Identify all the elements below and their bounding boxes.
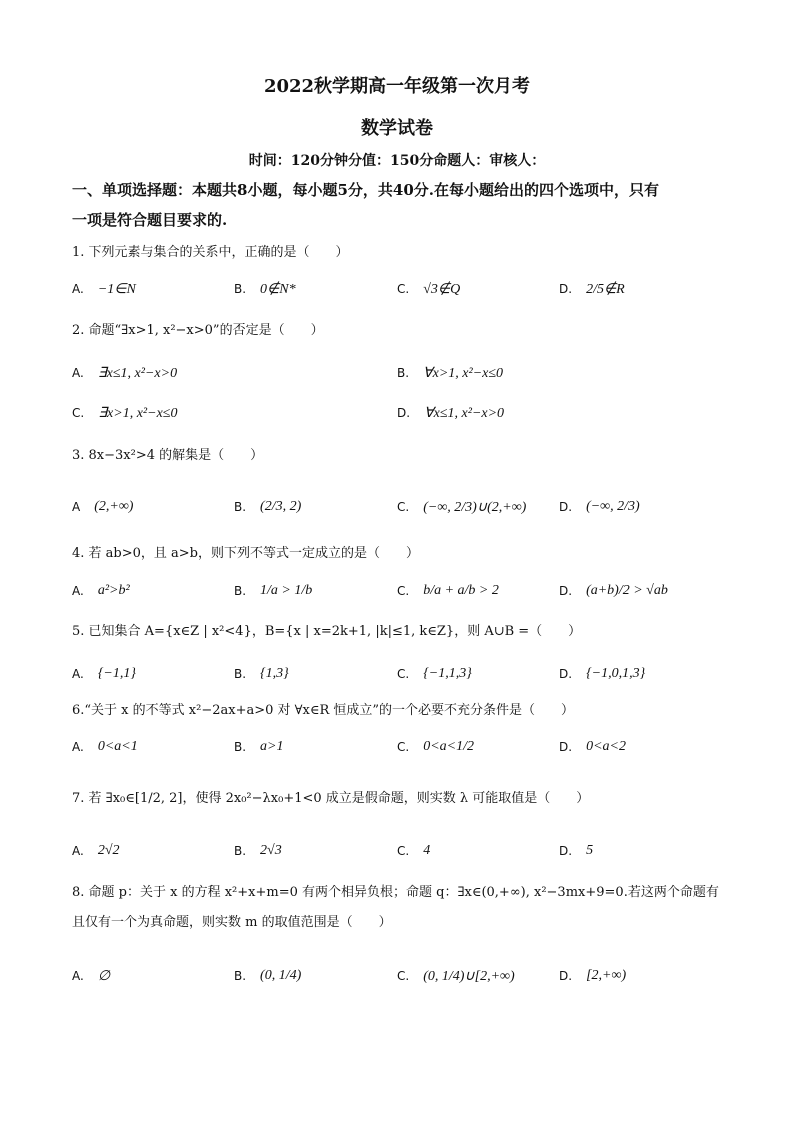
option-text: a²>b² xyxy=(97,583,130,598)
q5-option-d xyxy=(559,654,645,694)
question-5-stem: 5. 已知集合 A={x∈Z | x²<4}，B={x | x=2k+1, |k|≤1, k∈Z}，则 A∪B =（ ） xyxy=(72,624,582,639)
option-label: D. xyxy=(559,282,573,296)
option-label: C. xyxy=(397,282,410,296)
option-label: A. xyxy=(72,844,84,858)
option-text: (−∞, 2/3)∪(2,+∞) xyxy=(423,499,527,515)
q2-option-a xyxy=(72,353,177,393)
q8-option-b xyxy=(234,956,301,996)
question-7-stem: 7. 若 ∃x₀∈[1/2, 2]，使得 2x₀²−λx₀+1<0 成立是假命题，则实数 λ 可能取值是（ ） xyxy=(72,791,590,806)
option-label: C. xyxy=(397,740,410,754)
option-text: (2,+∞) xyxy=(94,499,134,514)
option-label: C. xyxy=(397,667,410,681)
option-label: D. xyxy=(559,844,573,858)
q5-option-b xyxy=(234,654,289,694)
q3-option-d xyxy=(559,487,640,527)
option-label: C. xyxy=(397,500,410,514)
option-label: A. xyxy=(72,740,84,754)
option-text: 5 xyxy=(586,843,594,858)
q1-option-b xyxy=(234,269,296,309)
exam-title: 2022秋学期高一年级第一次月考 xyxy=(263,76,531,97)
question-2-stem: 2. 命题“∃x>1, x²−x>0”的否定是（ ） xyxy=(72,323,324,338)
q6-option-c xyxy=(397,727,474,767)
option-label: D. xyxy=(559,500,573,514)
option-label: D. xyxy=(559,740,573,754)
q6-option-a xyxy=(72,727,138,767)
option-text: 0∉N* xyxy=(260,281,296,297)
exam-subtitle: 数学试卷 xyxy=(361,118,433,139)
q6-option-d xyxy=(559,727,626,767)
option-label: B. xyxy=(234,844,247,858)
option-text: 0<a<1/2 xyxy=(423,739,474,754)
exam-info: 时间：120分钟分值：150分命题人：审核人： xyxy=(248,153,546,169)
option-text: (−∞, 2/3) xyxy=(586,499,640,514)
option-label: D. xyxy=(397,406,411,420)
q8-option-c xyxy=(397,956,515,996)
option-label: D. xyxy=(559,667,573,681)
q7-option-c xyxy=(397,831,430,871)
option-label: B. xyxy=(234,969,247,983)
option-label: B. xyxy=(234,282,247,296)
option-text: {−1,1,3} xyxy=(423,666,472,681)
option-text: b/a + a/b > 2 xyxy=(423,583,499,598)
q2-option-b xyxy=(397,353,503,393)
q7-option-d xyxy=(559,831,593,871)
option-text: [2,+∞) xyxy=(586,968,627,983)
q4-option-a xyxy=(72,571,130,611)
q7-option-b xyxy=(234,831,282,871)
option-label: B. xyxy=(397,366,410,380)
option-text: ∃x>1, x²−x≤0 xyxy=(98,405,178,421)
q8-option-d xyxy=(559,956,626,996)
q1-option-a xyxy=(72,269,136,309)
q3-option-b xyxy=(234,487,301,527)
option-label: B. xyxy=(234,667,247,681)
q8-option-a xyxy=(72,956,110,996)
option-label: B. xyxy=(234,500,247,514)
q4-option-c xyxy=(397,571,499,611)
option-text: 4 xyxy=(423,843,431,858)
q7-option-a xyxy=(72,831,120,871)
option-label: C. xyxy=(397,844,410,858)
option-text: 1/a > 1/b xyxy=(260,583,313,598)
question-3-stem: 3. 8x−3x²>4 的解集是（ ） xyxy=(72,448,264,463)
option-text: ∀x>1, x²−x≤0 xyxy=(423,365,504,381)
option-text: 0<a<1 xyxy=(97,739,138,754)
option-label: A. xyxy=(72,282,84,296)
q3-option-a xyxy=(72,487,133,527)
section-heading xyxy=(72,175,722,235)
q4-option-d xyxy=(559,571,668,611)
option-text: 2/5∉R xyxy=(586,281,625,297)
option-text: √3∉Q xyxy=(423,281,461,297)
option-text: 0<a<2 xyxy=(586,739,626,754)
option-text: 2√2 xyxy=(97,843,120,858)
option-label: D. xyxy=(559,584,573,598)
option-label: B. xyxy=(234,584,247,598)
option-label: D. xyxy=(559,969,573,983)
option-label: C. xyxy=(397,969,410,983)
option-text: {−1,1} xyxy=(97,666,136,681)
q1-option-d xyxy=(559,269,625,309)
q6-option-b xyxy=(234,727,284,767)
option-text: 2√3 xyxy=(260,843,282,858)
option-label: A xyxy=(72,500,81,514)
option-text: ∃x≤1, x²−x>0 xyxy=(97,365,178,381)
q5-option-c xyxy=(397,654,472,694)
section-line-2: 一项是符合题目要求的. xyxy=(72,211,228,229)
option-text: a>1 xyxy=(260,739,284,754)
option-label: A. xyxy=(72,584,84,598)
question-8-stem: 8. 命题 p：关于 x 的方程 x²+x+m=0 有两个相异负根；命题 q：∃x∈(0,+∞), x²−3mx+9=0.若这两个命题有且仅有一个为真命题，则实数 m 的取值范围是（ ） xyxy=(72,885,719,930)
q2-option-d xyxy=(397,393,504,433)
option-text: ∅ xyxy=(97,968,111,984)
option-text: {1,3} xyxy=(260,666,289,681)
q5-option-a xyxy=(72,654,136,694)
question-1-stem: 1. 下列元素与集合的关系中，正确的是（ ） xyxy=(72,245,349,260)
option-label: A. xyxy=(72,366,84,380)
section-line-1: 一、单项选择题：本题共8小题，每小题5分，共40分.在每小题给出的四个选项中，只有 xyxy=(72,181,659,199)
q2-option-c xyxy=(72,393,177,433)
q4-option-b xyxy=(234,571,312,611)
option-label: C. xyxy=(397,584,410,598)
question-4-stem: 4. 若 ab>0，且 a>b，则下列不等式一定成立的是（ ） xyxy=(72,546,420,561)
question-6-stem: 6.“关于 x 的不等式 x²−2ax+a>0 对 ∀x∈R 恒成立”的一个必要不充分条件是（ ） xyxy=(72,703,575,718)
q3-option-c xyxy=(397,487,526,527)
option-text: ∀x≤1, x²−x>0 xyxy=(424,405,505,421)
option-label: A. xyxy=(72,667,84,681)
option-text: {−1,0,1,3} xyxy=(586,666,646,681)
option-text: (a+b)/2 > √ab xyxy=(586,583,668,598)
q1-option-c xyxy=(397,269,460,309)
option-label: C. xyxy=(72,406,85,420)
option-label: A. xyxy=(72,969,84,983)
option-text: −1∈N xyxy=(97,281,136,297)
option-label: B. xyxy=(234,740,247,754)
option-text: (0, 1/4)∪[2,+∞) xyxy=(423,968,515,984)
option-text: (2/3, 2) xyxy=(260,499,302,514)
option-text: (0, 1/4) xyxy=(260,968,302,983)
